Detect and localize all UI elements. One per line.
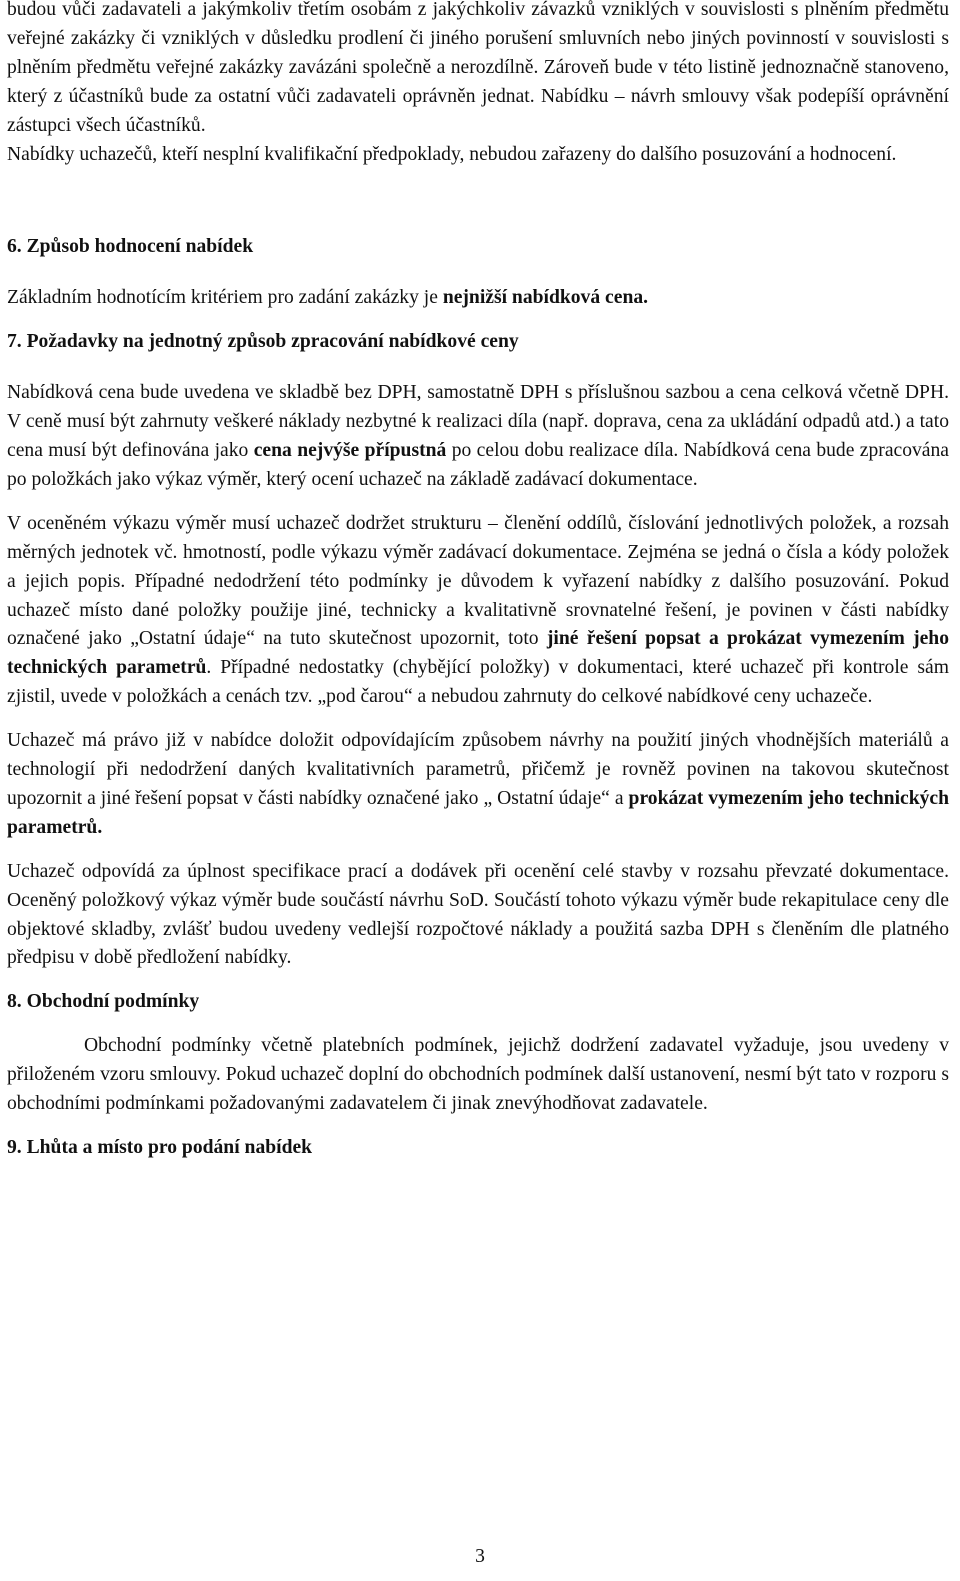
section-7-p1-part-a: Nabídková cena bude uvedena ve skladbě bez DPH, samostatně DPH s příslušnou sazbou a cena celková včetně DPH. V ceně musí být zahrnuty veškeré náklady nezbytné k realizaci díla (např. doprava, cena za ukládání odpadů atd.) a tato cena musí být definována jako	[7, 382, 949, 461]
section-7-heading: 7. Požadavky na jednotný způsob zpracování nabídkové ceny	[7, 331, 519, 353]
section-7-p2-part-b: . Případné nedostatky (chybějící položky) v dokumentaci, které uchazeč při kontrole sám zjistil, uvede v položkách a cenách tzv. „pod čarou“ a nebudou zahrnuty do celkové nabídkové ceny uchazeče.	[7, 657, 949, 708]
intro-paragraph-2: Nabídky uchazečů, kteří nesplní kvalifikační předpoklady, nebudou zařazeny do dalšího posuzování a hodnocení.	[7, 143, 897, 165]
section-7-p1-bold: cena nejvýše přípustná	[253, 439, 447, 461]
section-7-paragraph-4: Uchazeč odpovídá za úplnost specifikace prací a dodávek při ocenění celé stavby v rozsahu převzaté dokumentace. Oceněný položkový výkaz výměr bude součástí návrhu SoD. Součástí tohoto výkazu výměr bude rekapitulace ceny dle objektové skladby, zvlášť budou uvedeny vedlejší rozpočtové náklady a použitá sazba DPH s členěním dle platného předpisu v době předložení nabídky.	[7, 860, 949, 969]
document-page	[7, 0, 949, 1163]
section-7-paragraph-3	[7, 727, 949, 843]
intro-paragraph-1: budou vůči zadavateli a jakýmkoliv třetím osobám z jakýchkoliv závazků vzniklých v souvislosti s plněním předmětu veřejné zakázky či vzniklých v důsledku prodlení či jiného porušení smluvních nebo jiných povinností v souvislosti s plněním předmětu veřejné zakázky zavázáni společně a nerozdílně. Zároveň bude v této listině jednoznačně stanoveno, který z účastníků bude za ostatní vůči zadavateli oprávněn jednat. Nabídku – návrh smlouvy však podepíší oprávnění zástupci všech účastníků.	[7, 0, 949, 136]
section-7-paragraph-1	[7, 379, 949, 495]
section-6-heading: 6. Způsob hodnocení nabídek	[7, 236, 254, 258]
section-6-text	[7, 284, 949, 313]
section-7-p2-bold: jiné řešení popsat a prokázat vymezením jeho technických parametrů	[7, 628, 949, 679]
section-8-paragraph-1: Obchodní podmínky včetně platebních podmínek, jejichž dodržení zadavatel vyžaduje, jsou uvedeny v přiloženém vzoru smlouvy. Pokud uchazeč doplní do obchodních podmínek další ustanovení, nesmí být tato v rozporu s obchodními podmínkami požadovanými zadavatelem či jinak znevýhodňovat zadavatele.	[7, 1035, 949, 1115]
section-7-p3-part-a: Uchazeč má právo již v nabídce doložit odpovídajícím způsobem návrhy na použití jiných vhodnějších materiálů a technologií při nedodržení daných kvalitativních parametrů, přičemž je rovněž povinen na takovou skutečnost upozornit a jiné řešení popsat v části nabídky označené jako „ Ostatní údaje“ a	[7, 730, 949, 809]
section-6-text-bold: nejnižší nabídková cena.	[442, 287, 649, 309]
section-7-p2-part-a: V oceněném výkazu výměr musí uchazeč dodržet strukturu – členění oddílů, číslování jednotlivých položek, a rozsah měrných jednotek vč. hmotností, podle výkazu výměr zadávací dokumentace. Zejména se jedná o čísla a kódy položek a jejich popis. Případné nedodržení této podmínky je důvodem k vyřazení nabídky z dalšího posuzování. Pokud uchazeč místo dané položky použije jiné, technicky a kvalitativně srovnatelné řešení, je povinen v části nabídky označené jako „Ostatní údaje“ na tuto skutečnost upozornit, toto	[7, 512, 949, 650]
section-6-text-plain: Základním hodnotícím kritériem pro zadání zakázky je	[7, 287, 443, 309]
page-number: 3	[475, 1546, 485, 1567]
section-8-heading: 8. Obchodní podmínky	[7, 991, 200, 1013]
section-7-p3-bold: prokázat vymezením jeho technických parametrů.	[7, 787, 949, 838]
section-7-paragraph-2	[7, 510, 949, 712]
section-9-heading: 9. Lhůta a místo pro podání nabídek	[7, 1137, 313, 1158]
section-7-p1-part-b: po celou dobu realizace díla. Nabídková cena bude zpracována po položkách jako výkaz výměr, který ocení uchazeč na základě zadávací dokumentace.	[7, 439, 949, 490]
